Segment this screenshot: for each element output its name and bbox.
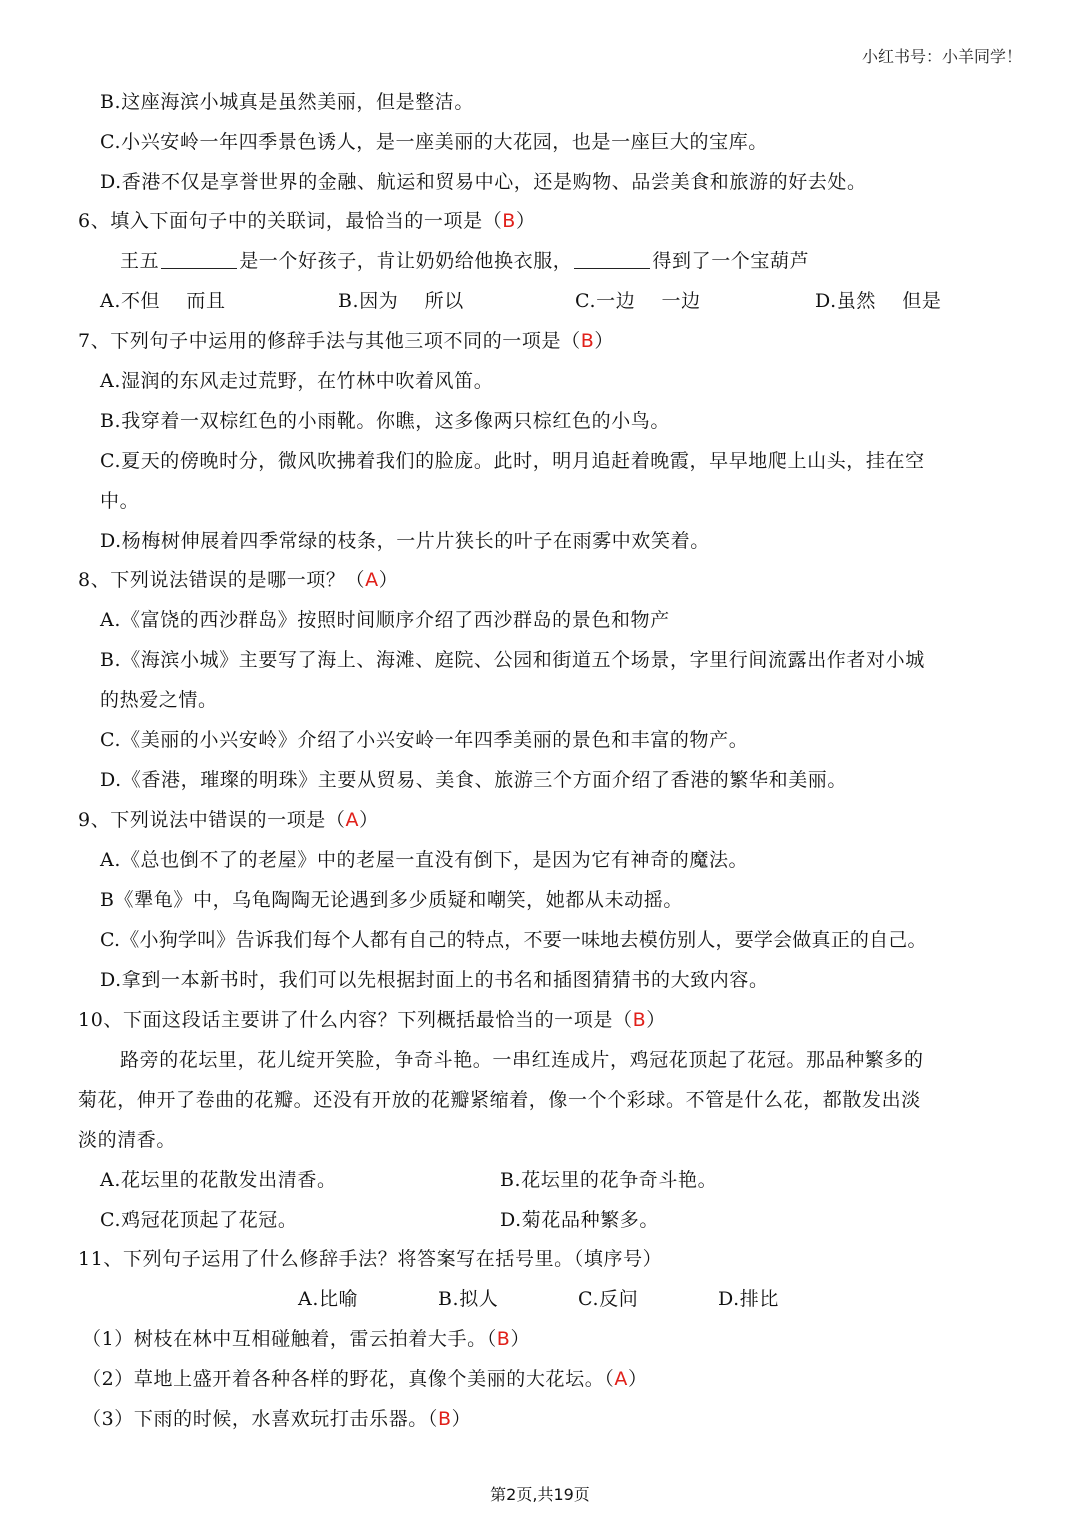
q7-stem: 7、下列句子中运用的修辞手法与其他三项不同的一项是（B） xyxy=(78,330,614,352)
q5-option-c: C.小兴安岭一年四季景色诱人，是一座美丽的大花园，也是一座巨大的宝库。 xyxy=(100,131,768,153)
q6-option-b: B.因为 所以 xyxy=(338,290,464,312)
q6-option-d: D.虽然 但是 xyxy=(815,290,942,312)
q9-option-b: B《犟龟》中，乌龟陶陶无论遇到多少质疑和嘲笑，她都从未动摇。 xyxy=(100,889,683,911)
q10-passage-line2: 菊花，伸开了卷曲的花瓣。还没有开放的花瓣紧缩着，像一个个彩球。不管是什么花，都散发出淡 xyxy=(78,1089,921,1111)
q10-option-b: B.花坛里的花争奇斗艳。 xyxy=(500,1169,718,1191)
q8-option-d: D.《香港，璀璨的明珠》主要从贸易、美食、旅游三个方面介绍了香港的繁华和美丽。 xyxy=(100,769,847,791)
q8-option-b-line1: B.《海滨小城》主要写了海上、海滩、庭院、公园和街道五个场景，字里行间流露出作者对小城 xyxy=(100,649,925,671)
q8-option-c: C.《美丽的小兴安岭》介绍了小兴安岭一年四季美丽的景色和丰富的物产。 xyxy=(100,729,749,751)
q6-stem: 6、填入下面句子中的关联词，最恰当的一项是（B） xyxy=(78,210,536,232)
q8-option-b-line2: 的热爱之情。 xyxy=(100,689,218,711)
q9-option-c: C.《小狗学叫》告诉我们每个人都有自己的特点，不要一味地去模仿别人，要学会做真正的自己。 xyxy=(100,929,927,951)
blank-2 xyxy=(574,250,650,269)
q11-option-b: B.拟人 xyxy=(438,1288,499,1310)
q8-stem: 8、下列说法错误的是哪一项？（A） xyxy=(78,569,399,591)
q11-sentence-2: （2）草地上盛开着各种各样的野花，真像个美丽的大花坛。（A） xyxy=(82,1368,648,1390)
q10-answer: B xyxy=(632,1009,647,1031)
q6-answer: B xyxy=(502,210,516,232)
q11-option-c: C.反问 xyxy=(578,1288,639,1310)
q6-sentence: 王五 是一个好孩子，肯让奶奶给他换衣服， 得到了一个宝葫芦 xyxy=(120,250,810,272)
q7-option-b: B.我穿着一双棕红色的小雨靴。你瞧，这多像两只棕红色的小鸟。 xyxy=(100,410,671,432)
q11-answer-3: B xyxy=(438,1408,452,1430)
q9-answer: A xyxy=(345,809,360,831)
q11-sentence-1: （1）树枝在林中互相碰触着，雷云拍着大手。（B） xyxy=(82,1328,531,1350)
q7-option-c-line2: 中。 xyxy=(100,490,140,512)
q9-stem: 9、下列说法中错误的一项是（A） xyxy=(78,809,379,831)
blank-1 xyxy=(161,250,237,269)
q7-option-c-line1: C.夏天的傍晚时分，微风吹拂着我们的脸庞。此时，明月追赶着晚霞，早早地爬上山头，挂在空 xyxy=(100,450,925,472)
q10-option-d: D.菊花品种繁多。 xyxy=(500,1209,659,1231)
q7-answer: B xyxy=(580,330,595,352)
q5-option-b: B.这座海滨小城真是虽然美丽，但是整洁。 xyxy=(100,91,475,113)
q11-stem: 11、下列句子运用了什么修辞手法？将答案写在括号里。（填序号） xyxy=(78,1248,663,1270)
q9-option-d: D.拿到一本新书时，我们可以先根据封面上的书名和插图猜猜书的大致内容。 xyxy=(100,969,769,991)
q10-passage-line1: 路旁的花坛里，花儿绽开笑脸，争奇斗艳。一串红连成片，鸡冠花顶起了花冠。那品种繁多的 xyxy=(120,1049,924,1071)
q9-option-a: A.《总也倒不了的老屋》中的老屋一直没有倒下，是因为它有神奇的魔法。 xyxy=(100,849,749,871)
q6-option-c: C.一边 一边 xyxy=(575,290,701,312)
q8-option-a: A.《富饶的西沙群岛》按照时间顺序介绍了西沙群岛的景色和物产 xyxy=(100,609,670,631)
page-number: 第2页,共19页 xyxy=(490,1485,590,1504)
q11-option-d: D.排比 xyxy=(718,1288,779,1310)
q10-stem: 10、下面这段话主要讲了什么内容？下列概括最恰当的一项是（B） xyxy=(78,1009,666,1031)
q6-option-a: A.不但 而且 xyxy=(100,290,226,312)
q7-option-a: A.湿润的东风走过荒野，在竹林中吹着风笛。 xyxy=(100,370,494,392)
q7-option-d: D.杨梅树伸展着四季常绿的枝条，一片片狭长的叶子在雨雾中欢笑着。 xyxy=(100,530,710,552)
q11-option-a: A.比喻 xyxy=(298,1288,359,1310)
q11-answer-2: A xyxy=(614,1368,628,1390)
q10-passage-line3: 淡的清香。 xyxy=(78,1129,177,1151)
q10-option-c: C.鸡冠花顶起了花冠。 xyxy=(100,1209,298,1231)
header-source: 小红书号：小羊同学！ xyxy=(861,47,1022,66)
q8-answer: A xyxy=(365,569,379,591)
q11-answer-1: B xyxy=(496,1328,511,1350)
q5-option-d: D.香港不仅是享誉世界的金融、航运和贸易中心，还是购物、品尝美食和旅游的好去处。 xyxy=(100,171,867,193)
q10-option-a: A.花坛里的花散发出清香。 xyxy=(100,1169,337,1191)
q11-sentence-3: （3）下雨的时候，水喜欢玩打击乐器。（B） xyxy=(82,1408,472,1430)
